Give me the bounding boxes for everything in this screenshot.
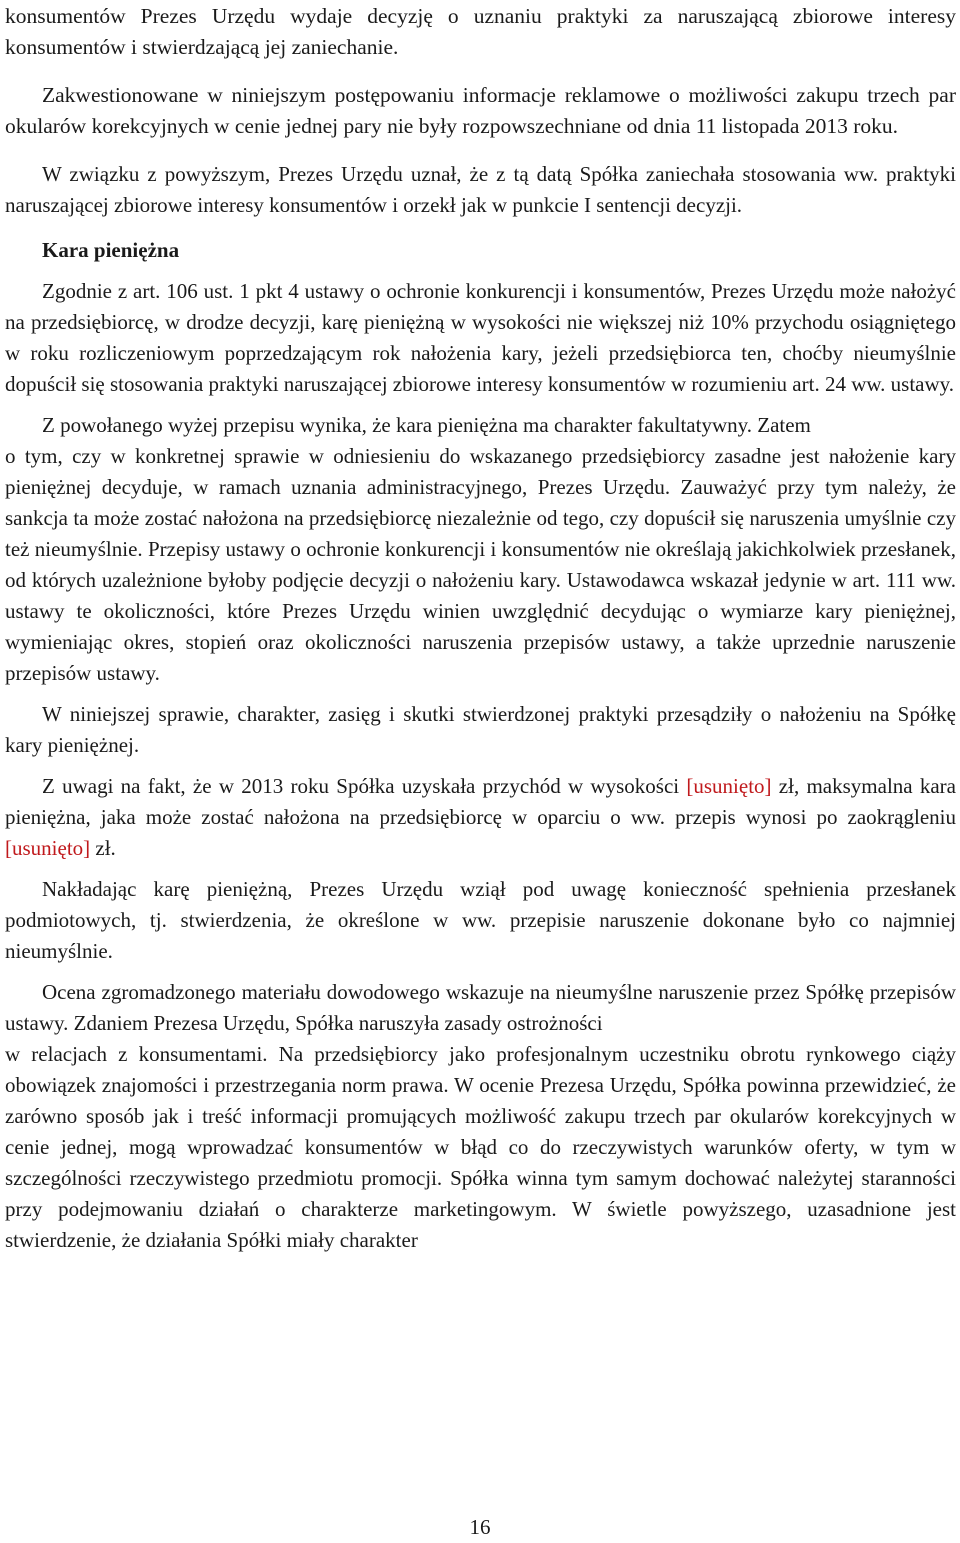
revenue-text-c: zł. [90,836,116,860]
page-number: 16 [469,1515,491,1539]
paragraph-continuation: konsumentów Prezes Urzędu wydaje decyzję o uznaniu praktyki za naruszającą zbiorowe interesy konsumentów i stwierdzającą jej zaniechanie. [5,4,956,59]
section-heading: Kara pieniężna [42,238,180,262]
paragraph-subjective-premises: Nakładając karę pieniężną, Prezes Urzędu wziął pod uwagę konieczność spełnienia przesłanek podmiotowych, tj. stwierdzenia, że określone w ww. przepisie naruszenie dokonane było co najmniej nieumyślnie. [5,877,956,963]
redacted-amount: [usunięto] [686,774,772,798]
paragraph-assessment [5,977,956,1256]
paragraph-discretion [5,410,956,689]
revenue-text-b: zł, maksymalna kara pieniężna, jaka może zostać nałożona na przedsiębiorcę w oparciu o ww. przepis wynosi po zaokrągleniu [5,774,957,829]
redacted-amount: [usunięto] [5,836,91,860]
paragraph-revenue [5,771,956,864]
paragraph-assessment-first-lines: Ocena zgromadzonego materiału dowodowego wskazuje na nieumyślne naruszenie przez Spółkę przepisów ustawy. Zdaniem Prezesa Urzędu, Spółka naruszyła zasady ostrożności [5,980,956,1035]
paragraph-legal-basis: Zgodnie z art. 106 ust. 1 pkt 4 ustawy o ochronie konkurencji i konsumentów, Prezes Urzędu może nałożyć na przedsiębiorcę, w drodze decyzji, karę pieniężną w wysokości nie większej niż 10% przychodu osiągniętego w roku rozliczeniowym poprzedzającym rok nałożenia kary, jeżeli przedsiębiorca ten, choćby nieumyślnie dopuścił się stosowania praktyki naruszającej zbiorowe interesy konsumentów w rozumieniu art. 24 ww. ustawy. [5,279,956,396]
revenue-text-a: Z uwagi na fakt, że w 2013 roku Spółka uzyskała przychód w wysokości [42,774,687,798]
paragraph-penalty-decision: W niniejszej sprawie, charakter, zasięg i skutki stwierdzonej praktyki przesądziły o nałożeniu na Spółkę kary pieniężnej. [5,702,956,757]
paragraph-discretion-first-line: Z powołanego wyżej przepisu wynika, że kara pieniężna ma charakter fakultatywny. Zatem [42,413,811,437]
paragraph-conclusion: W związku z powyższym, Prezes Urzędu uznał, że z tą datą Spółka zaniechała stosowania ww. praktyki naruszającej zbiorowe interesy konsumentów i orzekł jak w punkcie I sentencji decyzji. [5,162,956,217]
paragraph-advertising: Zakwestionowane w niniejszym postępowaniu informacje reklamowe o możliwości zakupu trzech par okularów korekcyjnych w cenie jednej pary nie były rozpowszechniane od dnia 11 listopada 2013 roku. [5,83,956,138]
paragraph-assessment-body: w relacjach z konsumentami. Na przedsiębiorcy jako profesjonalnym uczestniku obrotu rynkowego ciąży obowiązek znajomości i przestrzegania norm prawa. W ocenie Prezesa Urzędu, Spółka powinna przewidzieć, że zarówno sposób jak i treść informacji promujących możliwość zakupu trzech par okularów korekcyjnych w cenie jednej, mogą wprowadzać konsumentów w błąd co do rzeczywistych warunków oferty, w tym w szczególności rzeczywistego przedmiotu promocji. Spółka winna tym samym dochować należytej staranności przy podejmowaniu działań o charakterze marketingowym. W świetle powyższego, uzasadnione jest stwierdzenie, że działania Spółki miały charakter [5,1042,956,1252]
document-page [5,0,956,1256]
paragraph-discretion-body: o tym, czy w konkretnej sprawie w odniesieniu do wskazanego przedsiębiorcy zasadne jest nałożenie kary pieniężnej decyduje, w ramach uznania administracyjnego, Prezes Urzędu. Zauważyć przy tym należy, że sankcja ta może zostać nałożona na przedsiębiorcę niezależnie od tego, czy dopuścił się naruszenia umyślnie czy też nieumyślnie. Przepisy ustawy o ochronie konkurencji i konsumentów nie określają jakichkolwiek przesłanek, od których uzależnione byłoby podjęcie decyzji o nałożeniu kary. Ustawodawca wskazał jedynie w art. 111 ww. ustawy te okoliczności, które Prezes Urzędu winien uwzględnić decydując o wymiarze kary pieniężnej, wymieniając okres, stopień oraz okoliczności naruszenia przepisów ustawy, a także uprzednie naruszenie przepisów ustawy. [5,444,956,685]
